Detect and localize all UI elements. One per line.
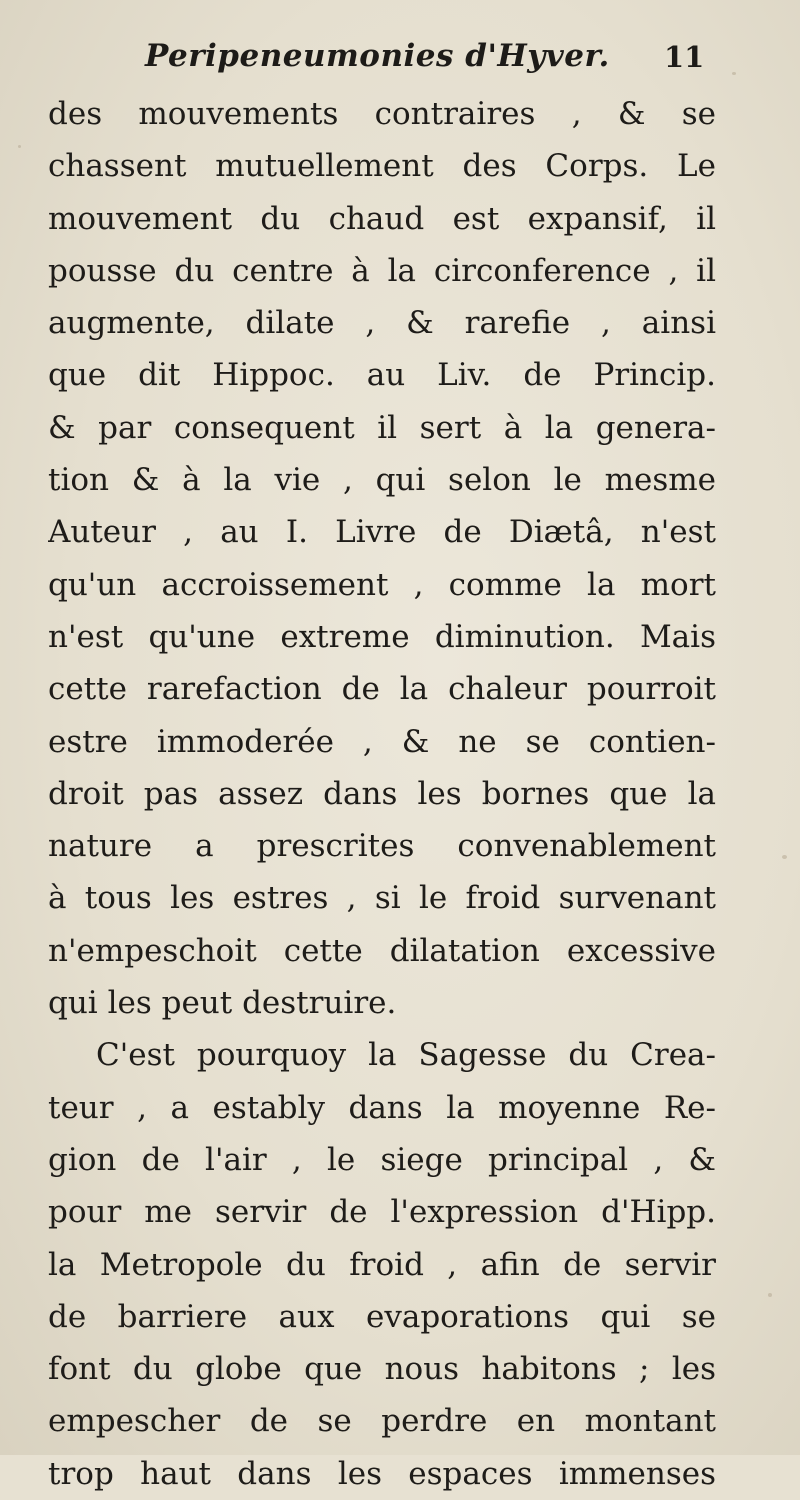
body-text bbox=[48, 88, 716, 1500]
paper-speck bbox=[782, 855, 787, 859]
text-line: estre immoderée , & ne se contien- bbox=[48, 723, 716, 760]
text-line: droit pas assez dans les bornes que la bbox=[48, 775, 716, 812]
text-line: empescher de se perdre en montant bbox=[48, 1403, 716, 1440]
paper-speck bbox=[768, 1293, 772, 1297]
text-line: à tous les estres , si le froid survenant bbox=[48, 880, 716, 917]
text-line: pousse du centre à la circonference , il bbox=[48, 252, 716, 289]
text-line: mouvement du chaud est expansif, il bbox=[48, 200, 716, 237]
text-line: tion & à la vie , qui selon le mesme bbox=[48, 462, 716, 499]
text-line: la Metropole du froid , afin de servir bbox=[48, 1246, 716, 1283]
text-line: teur , a estably dans la moyenne Re- bbox=[48, 1089, 716, 1126]
text-line: qui les peut destruire. bbox=[48, 985, 397, 1022]
text-line: que dit Hippoc. au Liv. de Princip. bbox=[48, 357, 716, 394]
text-line: trop haut dans les espaces immenses bbox=[48, 1455, 716, 1492]
text-line: C'est pourquoy la Sagesse du Crea- bbox=[96, 1037, 716, 1074]
text-line: qu'un accroissement , comme la mort bbox=[48, 566, 716, 603]
page-header bbox=[0, 38, 800, 82]
text-line: chassent mutuellement des Corps. Le bbox=[48, 148, 716, 185]
text-line: cette rarefaction de la chaleur pourroit bbox=[48, 671, 716, 708]
text-line: des mouvements contraires , & se bbox=[48, 96, 716, 132]
text-line: font du globe que nous habitons ; les bbox=[48, 1351, 716, 1388]
page-number: 11 bbox=[664, 40, 705, 74]
text-line: pour me servir de l'expression d'Hipp. bbox=[48, 1194, 716, 1231]
text-line: gion de l'air , le siege principal , & bbox=[48, 1141, 716, 1178]
text-line: de barriere aux evaporations qui se bbox=[48, 1298, 716, 1335]
paper-speck bbox=[732, 72, 736, 75]
text-line: n'empeschoit cette dilatation excessive bbox=[48, 932, 716, 969]
text-line: & par consequent il sert à la genera- bbox=[48, 409, 716, 446]
text-line: augmente, dilate , & rarefie , ainsi bbox=[48, 305, 716, 342]
text-line: n'est qu'une extreme diminution. Mais bbox=[48, 618, 716, 655]
text-line: Auteur , au I. Livre de Diætâ, n'est bbox=[48, 514, 716, 551]
running-title: Peripeneumonies d'Hyver. bbox=[145, 38, 610, 74]
text-line: nature a prescrites convenablement bbox=[48, 828, 716, 865]
paper-speck bbox=[18, 145, 21, 148]
